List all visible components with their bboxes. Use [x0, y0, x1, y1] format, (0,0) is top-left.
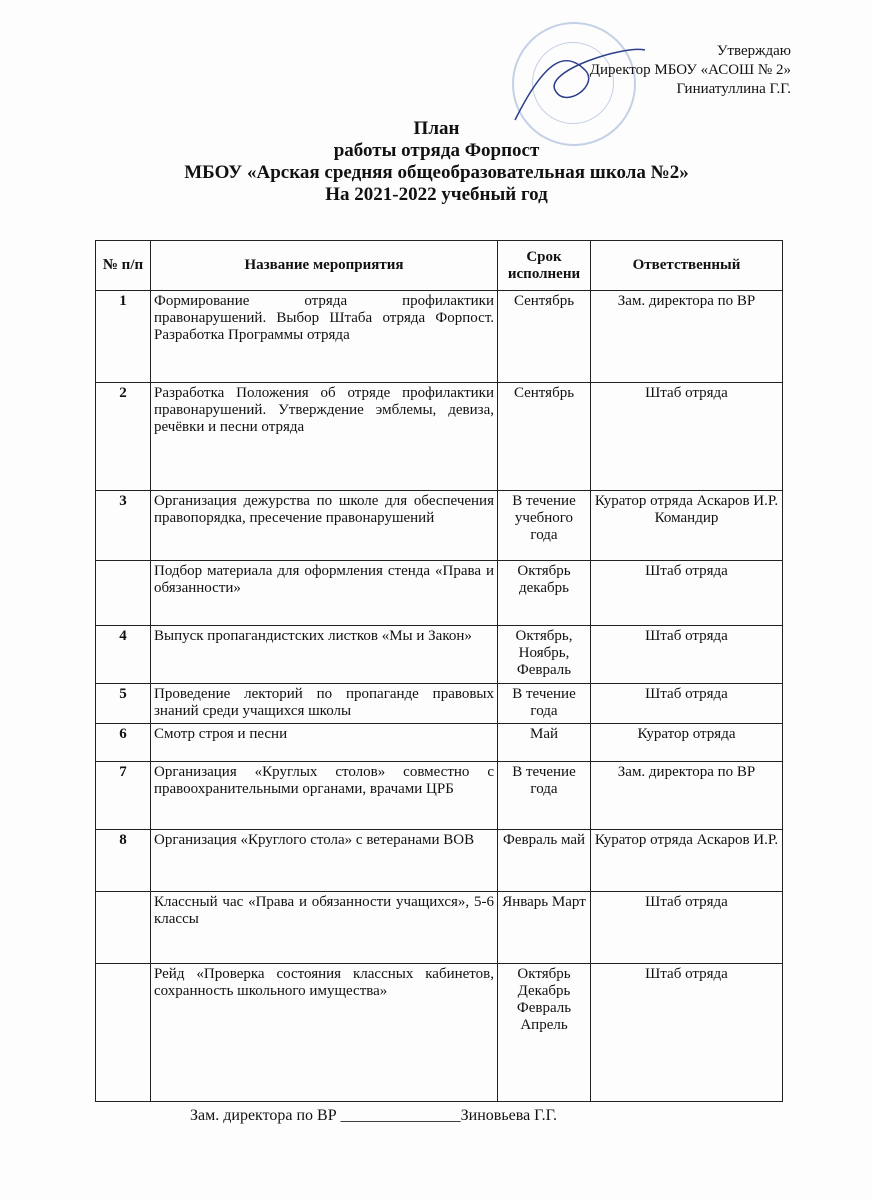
cell-date: Май — [498, 724, 591, 762]
cell-name: Организация «Круглого стола» с ветеранами ВОВ — [151, 830, 498, 892]
cell-name: Организация «Круглых столов» совместно с правоохранительными органами, врачами ЦРБ — [151, 762, 498, 830]
cell-num: 3 — [96, 491, 151, 561]
cell-name: Подбор материала для оформления стенда «Права и обязанности» — [151, 561, 498, 626]
cell-name: Проведение лекторий по пропаганде правовых знаний среди учащихся школы — [151, 684, 498, 724]
cell-resp: Зам. директора по ВР — [591, 291, 783, 383]
cell-name: Выпуск пропагандистских листков «Мы и Закон» — [151, 626, 498, 684]
table-row — [96, 724, 783, 762]
cell-num — [96, 892, 151, 964]
approval-position: Директор МБОУ «АСОШ № 2» — [589, 62, 791, 78]
table-row — [96, 491, 783, 561]
table-row — [96, 964, 783, 1102]
cell-name: Классный час «Права и обязанности учащихся», 5-6 классы — [151, 892, 498, 964]
cell-num: 7 — [96, 762, 151, 830]
cell-name: Смотр строя и песни — [151, 724, 498, 762]
cell-num — [96, 964, 151, 1102]
document-title — [0, 118, 873, 206]
cell-num: 6 — [96, 724, 151, 762]
cell-resp: Штаб отряда — [591, 964, 783, 1102]
cell-num: 1 — [96, 291, 151, 383]
table-row — [96, 830, 783, 892]
title-line: МБОУ «Арская средняя общеобразовательная школа №2» — [184, 162, 689, 183]
column-header: № п/п — [96, 241, 151, 291]
table-row — [96, 626, 783, 684]
cell-resp: Куратор отряда Аскаров И.Р. Командир — [591, 491, 783, 561]
cell-resp: Штаб отряда — [591, 561, 783, 626]
table-row — [96, 561, 783, 626]
cell-date: Январь Март — [498, 892, 591, 964]
title-line: План — [413, 118, 460, 139]
cell-resp: Зам. директора по ВР — [591, 762, 783, 830]
cell-date: Февраль май — [498, 830, 591, 892]
footer-signature — [190, 1107, 557, 1125]
approval-name: Гиниатуллина Г.Г. — [676, 81, 791, 97]
cell-resp: Куратор отряда Аскаров И.Р. — [591, 830, 783, 892]
cell-num: 2 — [96, 383, 151, 491]
title-line: На 2021-2022 учебный год — [325, 184, 548, 205]
cell-date: Октябрь декабрь — [498, 561, 591, 626]
title-line: работы отряда Форпост — [333, 140, 540, 161]
table-row — [96, 291, 783, 383]
cell-date: Октябрь, Ноябрь, Февраль — [498, 626, 591, 684]
cell-num: 5 — [96, 684, 151, 724]
footer-role: Зам. директора по ВР — [190, 1107, 337, 1124]
cell-num — [96, 561, 151, 626]
table-row — [96, 762, 783, 830]
cell-date: В течение учебного года — [498, 491, 591, 561]
column-header: Название мероприятия — [151, 241, 498, 291]
cell-name: Организация дежурства по школе для обеспечения правопорядка, пресечение правонарушений — [151, 491, 498, 561]
cell-date: В течение года — [498, 762, 591, 830]
cell-resp: Штаб отряда — [591, 383, 783, 491]
cell-resp: Куратор отряда — [591, 724, 783, 762]
cell-name: Формирование отряда профилактики правонарушений. Выбор Штаба отряда Форпост. Разработка Программы отряда — [151, 291, 498, 383]
signature-line: _______________ — [340, 1107, 461, 1124]
cell-name: Разработка Положения об отряде профилактики правонарушений. Утверждение эмблемы, девиза, речёвки и песни отряда — [151, 383, 498, 491]
cell-date: В течение года — [498, 684, 591, 724]
table-row — [96, 684, 783, 724]
cell-date: Сентябрь — [498, 383, 591, 491]
approval-heading: Утверждаю — [716, 43, 791, 59]
cell-num: 4 — [96, 626, 151, 684]
column-header: Ответственный — [591, 241, 783, 291]
cell-resp: Штаб отряда — [591, 684, 783, 724]
cell-resp: Штаб отряда — [591, 626, 783, 684]
cell-date: Сентябрь — [498, 291, 591, 383]
table-row — [96, 892, 783, 964]
plan-table — [95, 240, 783, 1102]
table-row — [96, 383, 783, 491]
cell-resp: Штаб отряда — [591, 892, 783, 964]
cell-date: Октябрь Декабрь Февраль Апрель — [498, 964, 591, 1102]
footer-name: Зиновьева Г.Г. — [460, 1107, 558, 1124]
cell-num: 8 — [96, 830, 151, 892]
column-header: Срок исполнени — [498, 241, 591, 291]
approval-block — [590, 42, 791, 99]
cell-name: Рейд «Проверка состояния классных кабинетов, сохранность школьного имущества» — [151, 964, 498, 1102]
